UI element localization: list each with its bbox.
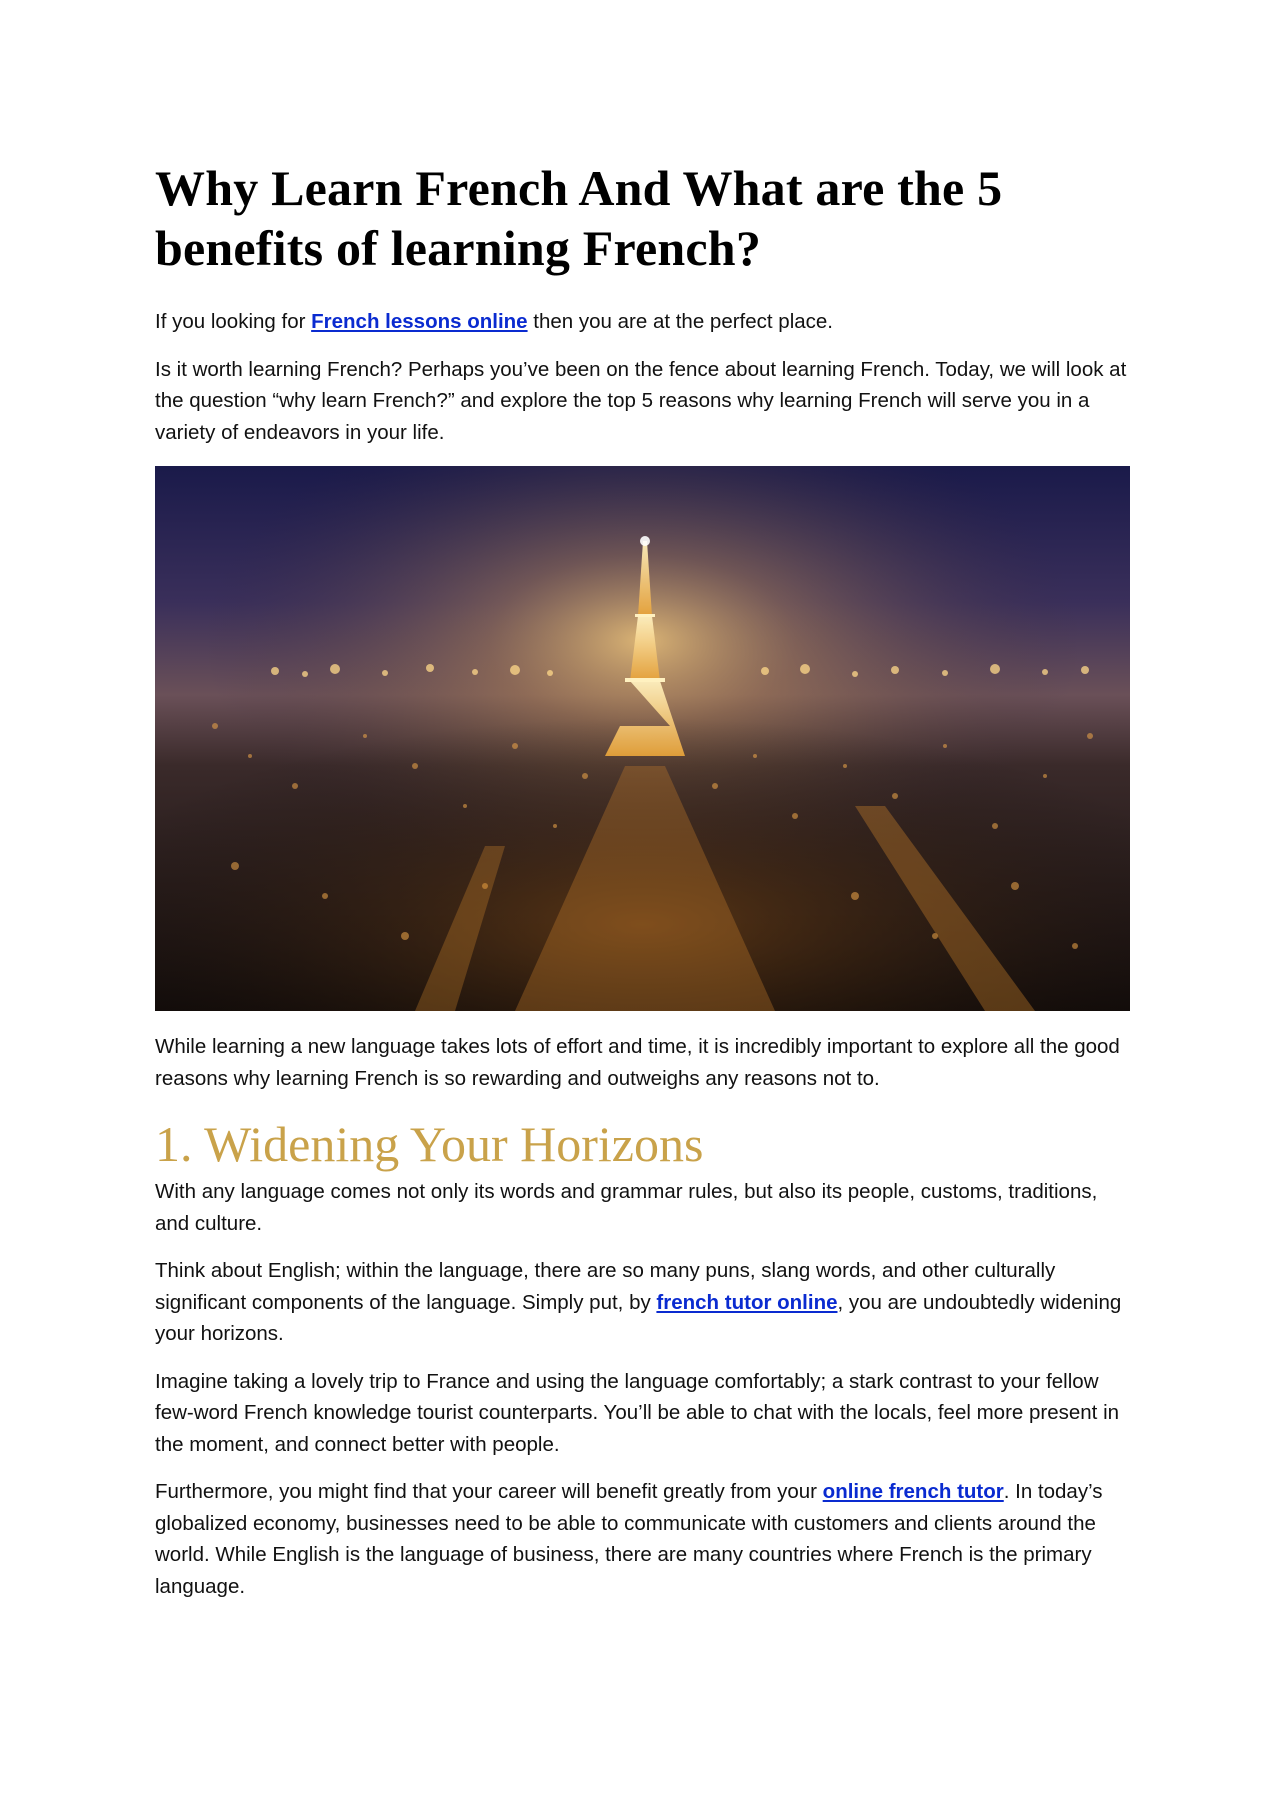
- intro-text-before: If you looking for: [155, 310, 312, 333]
- french-lessons-online-link[interactable]: French lessons online: [311, 310, 528, 333]
- section-1-paragraph-4: [155, 1476, 1130, 1602]
- intro-text-after: then you are at the perfect place.: [527, 310, 833, 333]
- p4-text-after: . In today’s globalized economy, businesses need to be able to communicate with customers and clients around the world. While English is the language of business, there are many countries where French is the primary language.: [155, 1480, 1103, 1598]
- french-tutor-online-link[interactable]: french tutor online: [656, 1290, 838, 1314]
- eiffel-tower-night-photo: [155, 466, 1130, 1011]
- p2-text-after: , you are undoubtedly widening your horizons.: [155, 1290, 1122, 1345]
- section-1-paragraph-2: [155, 1255, 1130, 1350]
- online-french-tutor-link[interactable]: online french tutor: [822, 1480, 1004, 1503]
- section-1-paragraph-1: With any language comes not only its words and grammar rules, but also its people, customs, traditions, and culture.: [155, 1180, 1098, 1235]
- effort-paragraph: While learning a new language takes lots of effort and time, it is incredibly important to explore all the good reasons why learning French is so rewarding and outweighs any reasons not to.: [155, 1035, 1120, 1090]
- section-1-heading: 1. Widening Your Horizons: [155, 1116, 704, 1172]
- intro-paragraph: [155, 306, 1130, 338]
- p2-text-before: Think about English; within the language, there are so many puns, slang words, and other culturally significant components of the language. Simply put, by: [155, 1259, 1056, 1314]
- page-title: Why Learn French And What are the 5 benefits of learning French?: [155, 160, 1003, 276]
- worth-paragraph: Is it worth learning French? Perhaps you’ve been on the fence about learning French. Today, we will look at the question “why learn French?” and explore the top 5 reasons why learning French will serve you in a variety of endeavors in your life.: [155, 357, 1127, 444]
- p4-text-before: Furthermore, you might find that your career will benefit greatly from your: [155, 1480, 823, 1503]
- city-night-illustration: [155, 466, 1130, 1011]
- section-1-paragraph-3: Imagine taking a lovely trip to France and using the language comfortably; a stark contrast to your fellow few-word French knowledge tourist counterparts. You’ll be able to chat with the locals, feel more present in the moment, and connect better with people.: [155, 1369, 1120, 1456]
- document-page: [155, 148, 1130, 1618]
